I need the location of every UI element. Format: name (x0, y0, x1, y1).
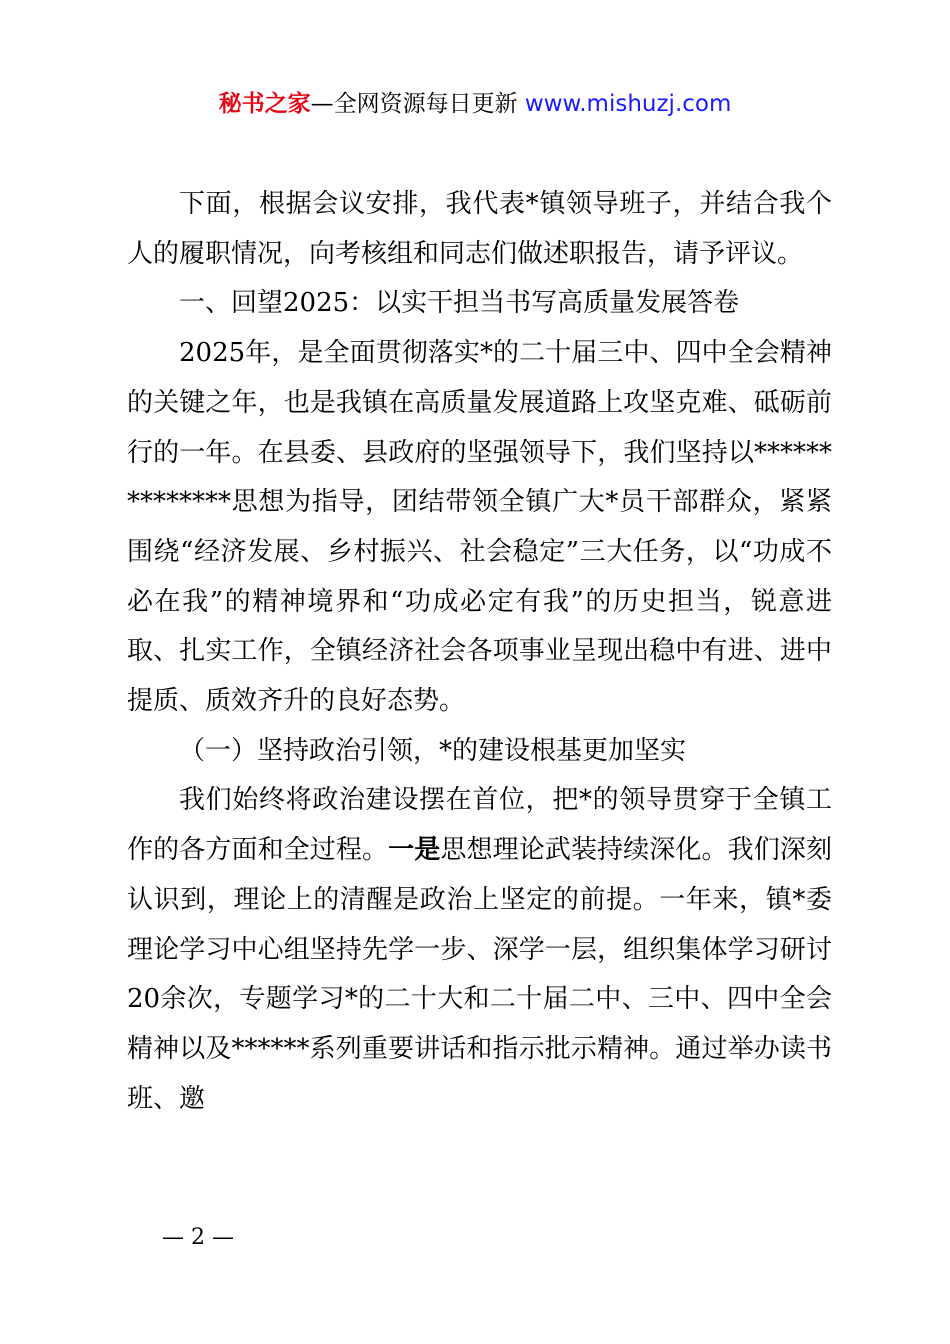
brand-name: 秘书之家 (218, 91, 311, 117)
intro-paragraph: 下面，根据会议安排，我代表*镇领导班子，并结合我个人的履职情况，向考核组和同志们做述职报告，请予评议。 (127, 189, 832, 269)
paragraph-rest-text: 思想理论武装持续深化。我们深刻认识到，理论上的清醒是政治上坚定的前提。一年来，镇*委理论学习中心组坚持先学一步、深学一层，组织集体学习研讨20余次，专题学习*的二十大和二十届二中、三中、四中全会精神以及******系列重要讲话和指示批示精神。通过举办读书班、邀 (127, 835, 832, 1114)
section-heading-1: 一、回望2025：以实干担当书写高质量发展答卷 (179, 288, 740, 319)
review-paragraph: 2025年，是全面贯彻落实*的二十届三中、四中全会精神的关键之年，也是我镇在高质量发展道路上攻坚克难、砥砺前行的一年。在县委、县政府的坚强领导下，我们坚持以**************思想为指导，团结带领全镇广大*员干部群众，紧紧围绕“经济发展、乡村振兴、社会稳定”三大任务，以“功成不必在我”的精神境界和“功成必定有我”的历史担当，锐意进取、扎实工作，全镇经济社会各项事业呈现出稳中有进、进中提质、质效齐升的良好态势。 (127, 338, 832, 717)
site-url-link[interactable]: www.mishuzj.com (524, 91, 732, 117)
subsection-heading-1: （一）坚持政治引领，*的建设根基更加坚实 (179, 735, 687, 766)
paragraph-lead-text: 我们始终将政治建设摆在首位，把*的领导贯穿于全镇工作的各方面和全过程。 (127, 785, 832, 866)
page-number: — 2 — (162, 1225, 234, 1250)
site-header (0, 88, 950, 120)
bold-marker: 一是 (388, 835, 441, 866)
political-building-paragraph (127, 776, 832, 1124)
document-body (127, 180, 832, 1124)
header-slogan: —全网资源每日更新 (310, 91, 518, 117)
